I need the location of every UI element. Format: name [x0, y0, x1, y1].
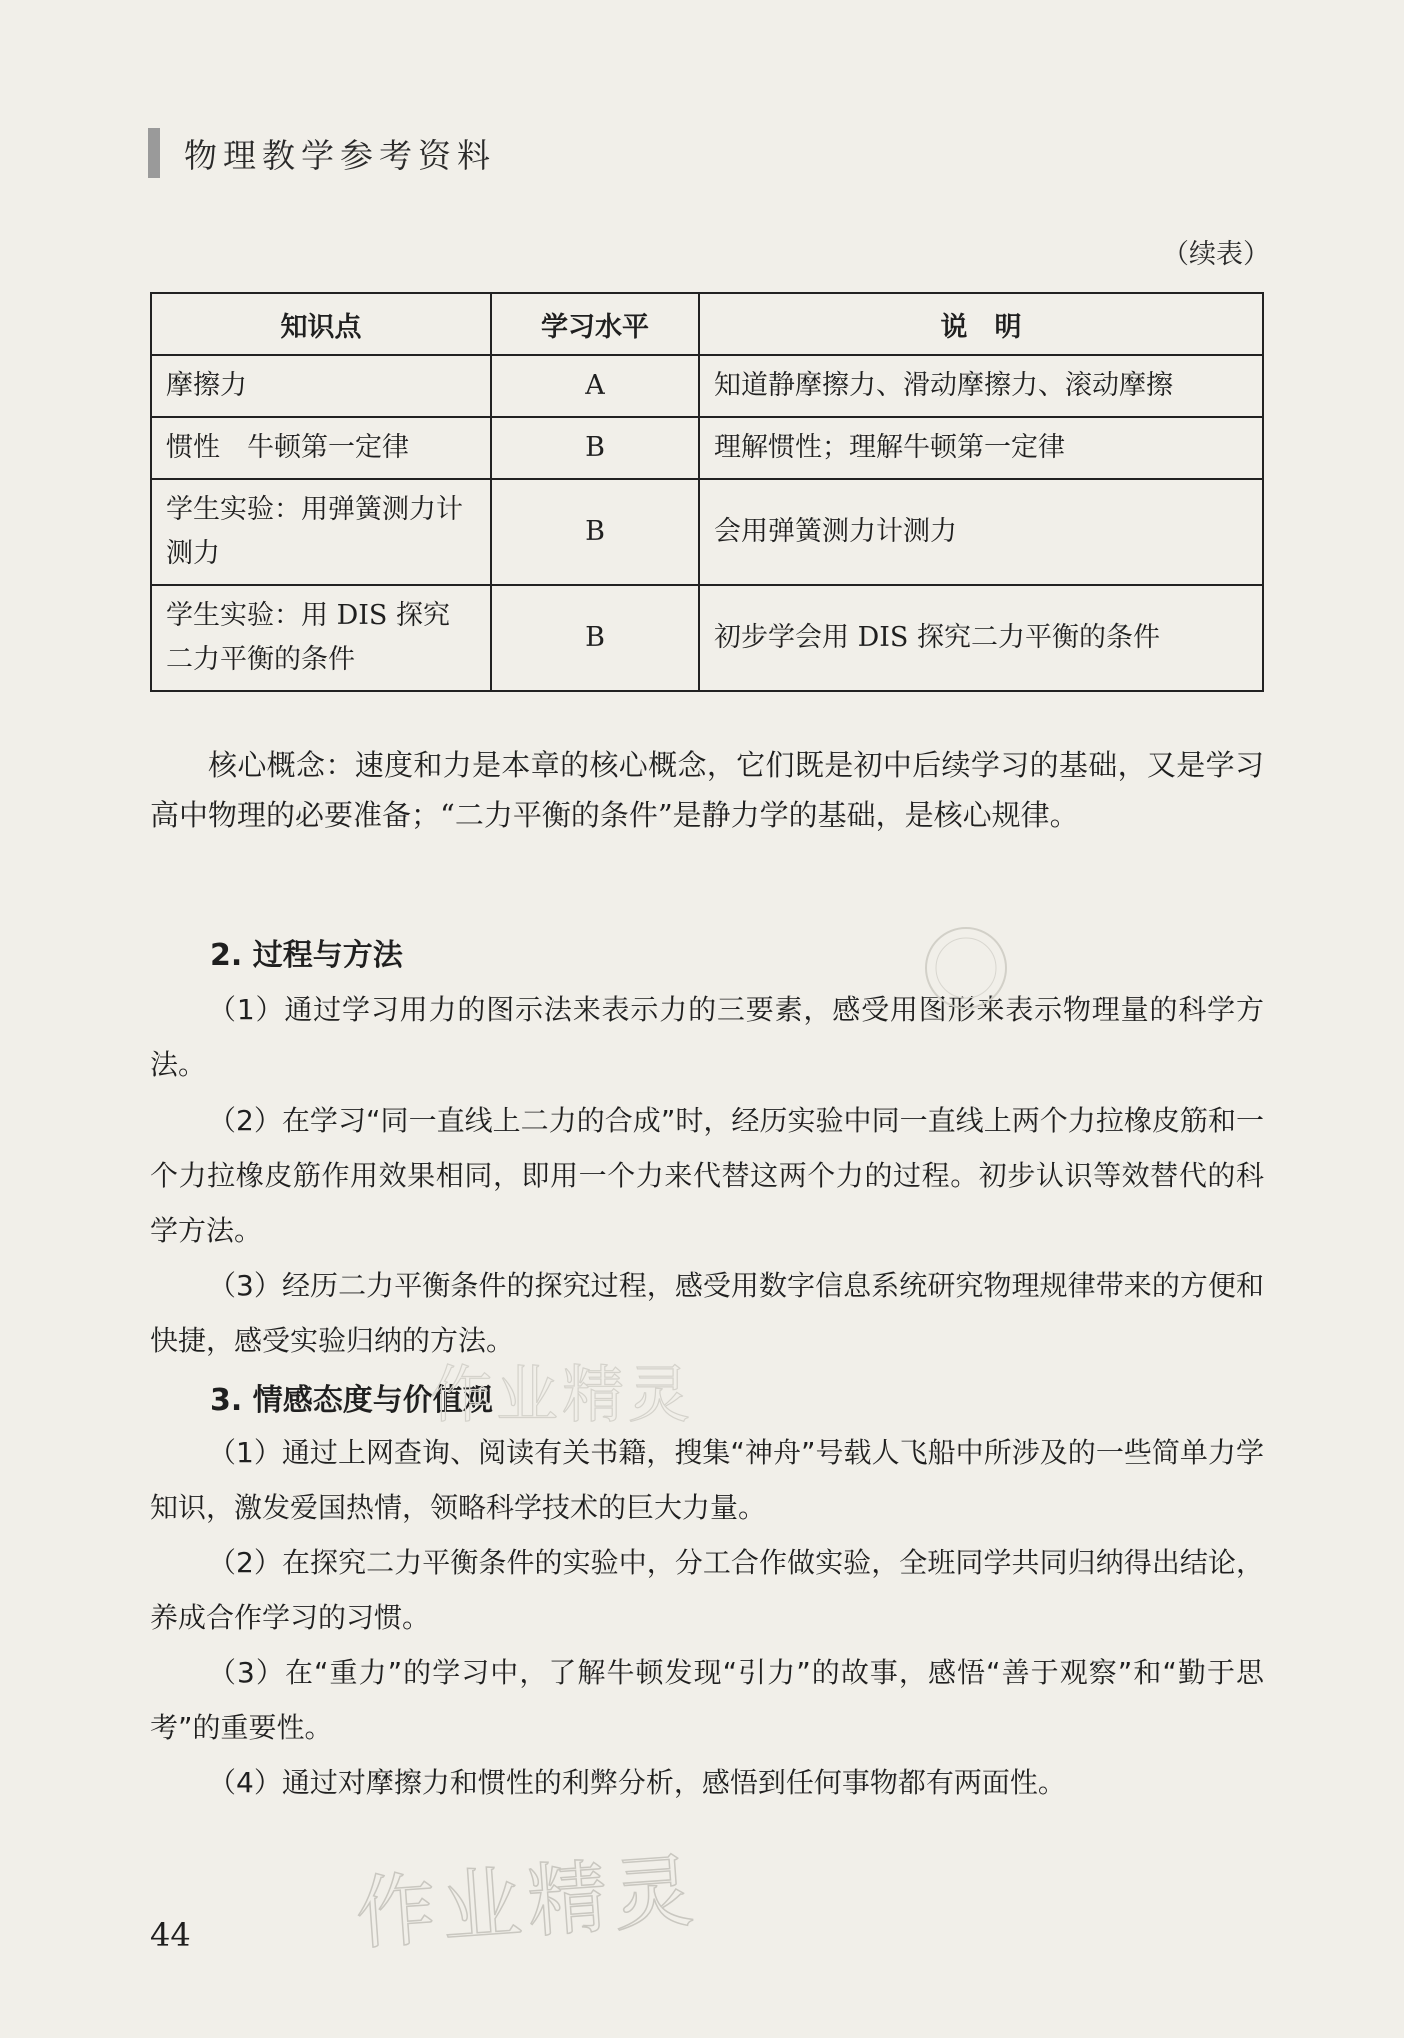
- stamp-seal-icon: [918, 920, 1014, 1016]
- header-title: 物理教学参考资料: [184, 135, 496, 175]
- table-header: 知识点: [151, 293, 491, 355]
- table-cell-point: 学生实验：用 DIS 探究二力平衡的条件: [151, 585, 491, 691]
- table-row: [151, 479, 1263, 585]
- table-header: 说 明: [699, 293, 1263, 355]
- table-row: [151, 355, 1263, 417]
- paragraph: （3）在“重力”的学习中，了解牛顿发现“引力”的故事，感悟“善于观察”和“勤于思考”的重要性。: [150, 1656, 1264, 1744]
- knowledge-table: [150, 292, 1264, 692]
- table-cell-point: 摩擦力: [151, 355, 491, 417]
- paragraph: （1）通过学习用力的图示法来表示力的三要素，感受用图形来表示物理量的科学方法。: [150, 993, 1264, 1081]
- core-concept-paragraph: 核心概念：速度和力是本章的核心概念，它们既是初中后续学习的基础，又是学习高中物理的必要准备；“二力平衡的条件”是静力学的基础，是核心规律。: [150, 748, 1264, 832]
- table-cell-desc: 理解惯性；理解牛顿第一定律: [699, 417, 1263, 479]
- section-title: 3. 情感态度与价值观: [210, 1383, 493, 1418]
- table-cell-desc: 知道静摩擦力、滑动摩擦力、滚动摩擦: [699, 355, 1263, 417]
- page-number: 44: [150, 1916, 191, 1954]
- table-cell-desc: 会用弹簧测力计测力: [699, 479, 1263, 585]
- table-cell-level: A: [491, 355, 699, 417]
- running-header: [148, 128, 496, 178]
- table-header-row: [151, 293, 1263, 355]
- table-cell-level: B: [491, 479, 699, 585]
- paragraph: （1）通过上网查询、阅读有关书籍，搜集“神舟”号载人飞船中所涉及的一些简单力学知识，激发爱国热情，领略科学技术的巨大力量。: [150, 1436, 1264, 1524]
- table-header: 学习水平: [491, 293, 699, 355]
- paragraph: （4）通过对摩擦力和惯性的利弊分析，感悟到任何事物都有两面性。: [208, 1766, 1066, 1799]
- table-cell-level: B: [491, 417, 699, 479]
- table-cell-point: 惯性 牛顿第一定律: [151, 417, 491, 479]
- paragraph: （2）在探究二力平衡条件的实验中，分工合作做实验，全班同学共同归纳得出结论，养成合作学习的习惯。: [150, 1546, 1264, 1634]
- watermark-faint: 作业精灵: [430, 1358, 695, 1431]
- continued-table-note: （续表）: [1162, 239, 1270, 270]
- table-cell-desc: 初步学会用 DIS 探究二力平衡的条件: [699, 585, 1263, 691]
- paragraph: （2）在学习“同一直线上二力的合成”时，经历实验中同一直线上两个力拉橡皮筋和一个力拉橡皮筋作用效果相同，即用一个力来代替这两个力的过程。初步认识等效替代的科学方法。: [150, 1104, 1264, 1247]
- header-bar: [148, 128, 160, 178]
- table-cell-level: B: [491, 585, 699, 691]
- table-row: [151, 417, 1263, 479]
- section-title: 2. 过程与方法: [210, 938, 403, 973]
- table-row: [151, 585, 1263, 691]
- table-cell-point: 学生实验：用弹簧测力计测力: [151, 479, 491, 585]
- watermark: 作业精灵: [352, 1844, 703, 1961]
- paragraph: （3）经历二力平衡条件的探究过程，感受用数字信息系统研究物理规律带来的方便和快捷，感受实验归纳的方法。: [150, 1269, 1264, 1357]
